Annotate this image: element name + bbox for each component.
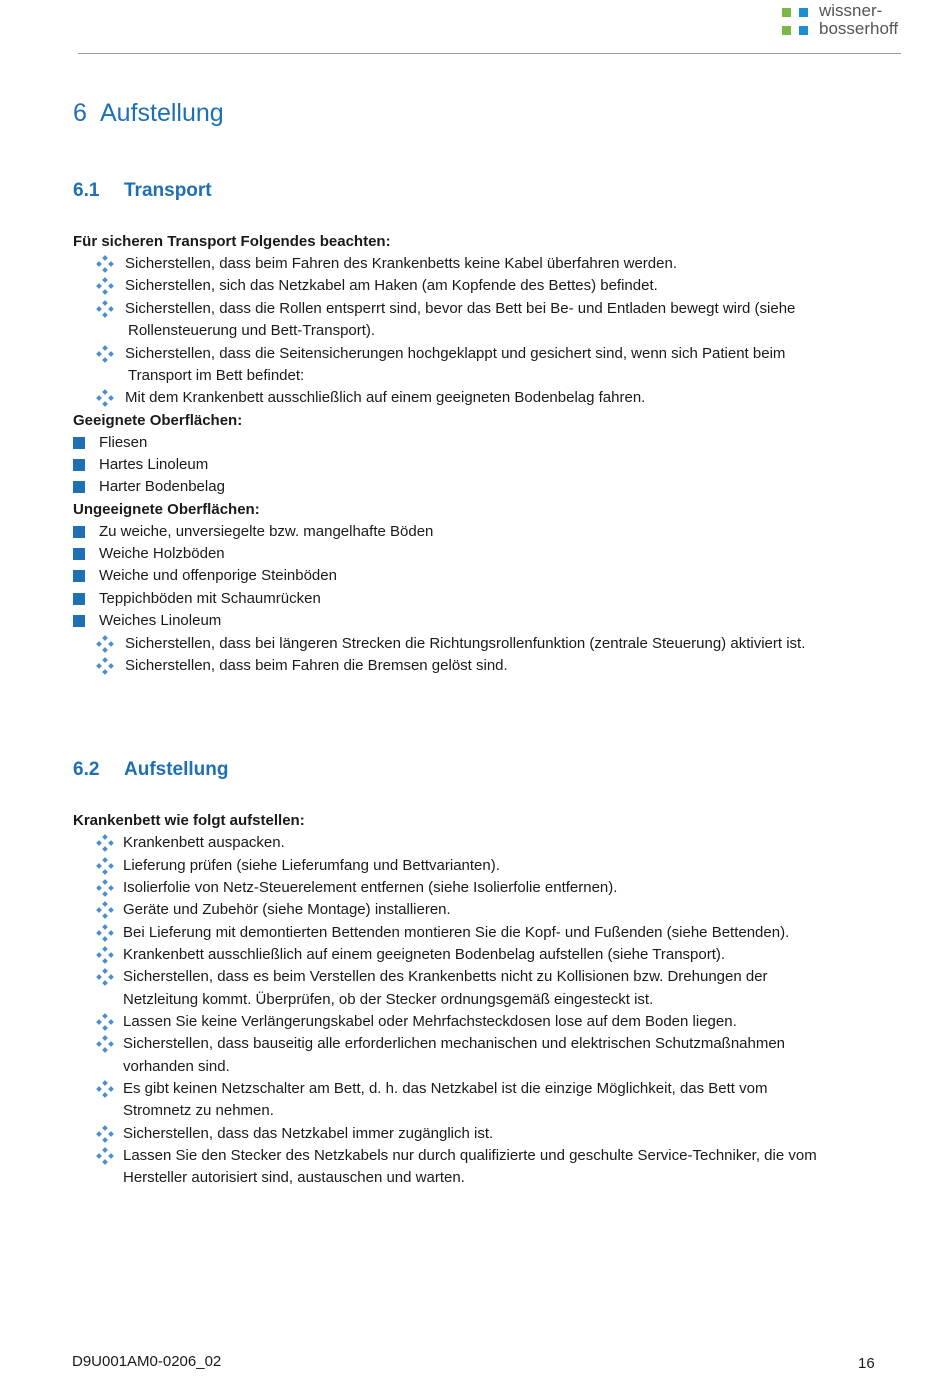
diamond-bullet-icon xyxy=(97,256,113,272)
setup-step-item: Bei Lieferung mit demontierten Bettenden montieren Sie die Kopf- und Fußenden (siehe Bettenden). xyxy=(123,924,790,941)
diamond-bullet-icon xyxy=(97,346,113,362)
check-item-continuation: Transport im Bett befindet: xyxy=(128,367,305,384)
diamond-bullet-icon xyxy=(97,947,113,963)
square-bullet-icon xyxy=(73,548,85,560)
setup-step-item: Lieferung prüfen (siehe Lieferumfang und Bettvarianten). xyxy=(123,857,500,874)
company-logo xyxy=(782,2,922,42)
diamond-bullet-icon xyxy=(97,278,113,294)
check-item: Sicherstellen, dass beim Fahren die Bremsen gelöst sind. xyxy=(125,657,508,674)
section-heading-aufstellung xyxy=(73,758,229,782)
check-item: Sicherstellen, dass beim Fahren des Krankenbetts keine Kabel überfahren werden. xyxy=(125,255,677,272)
suitable-surface-item: Fliesen xyxy=(99,434,148,451)
check-item: Sicherstellen, sich das Netzkabel am Haken (am Kopfende des Bettes) befindet. xyxy=(125,277,658,294)
setup-step-continuation: Stromnetz zu nehmen. xyxy=(123,1102,274,1119)
setup-step-continuation: Hersteller autorisiert sind, austauschen und warten. xyxy=(123,1169,465,1186)
square-bullet-icon xyxy=(73,459,85,471)
diamond-bullet-icon xyxy=(97,1081,113,1097)
setup-step-item: Geräte und Zubehör (siehe Montage) installieren. xyxy=(123,901,451,918)
page-number: 16 xyxy=(858,1355,875,1372)
setup-step-item: Sicherstellen, dass das Netzkabel immer zugänglich ist. xyxy=(123,1125,494,1142)
setup-step-item: Lassen Sie den Stecker des Netzkabels nur durch qualifizierte und geschulte Service-Techniker, die vom xyxy=(123,1147,817,1164)
square-bullet-icon xyxy=(73,615,85,627)
header-divider xyxy=(78,53,901,54)
setup-step-item: Isolierfolie von Netz-Steuerelement entfernen (siehe Isolierfolie entfernen). xyxy=(123,879,618,896)
section-number: 6.1 xyxy=(73,180,100,201)
diamond-bullet-icon xyxy=(97,1014,113,1030)
unsuitable-surface-item: Weiche und offenporige Steinböden xyxy=(99,567,337,584)
unsuitable-surface-item: Teppichböden mit Schaumrücken xyxy=(99,590,321,607)
chapter-title-text: Aufstellung xyxy=(100,99,224,127)
section-number: 6.2 xyxy=(73,759,100,780)
check-item-continuation: Rollensteuerung und Bett-Transport). xyxy=(128,322,376,339)
diamond-bullet-icon xyxy=(97,835,113,851)
check-item: Mit dem Krankenbett ausschließlich auf einem geeigneten Bodenbelag fahren. xyxy=(125,389,646,406)
suitable-surface-item: Harter Bodenbelag xyxy=(99,478,225,495)
logo-square xyxy=(799,8,808,17)
logo-square xyxy=(782,26,791,35)
setup-step-continuation: vorhanden sind. xyxy=(123,1058,230,1075)
diamond-bullet-icon xyxy=(97,858,113,874)
diamond-bullet-icon xyxy=(97,902,113,918)
suitable-heading: Geeignete Oberflächen: xyxy=(73,412,243,429)
unsuitable-surface-item: Weiches Linoleum xyxy=(99,612,222,629)
square-bullet-icon xyxy=(73,481,85,493)
diamond-bullet-icon xyxy=(97,925,113,941)
setup-step-item: Es gibt keinen Netzschalter am Bett, d. h. das Netzkabel ist die einzige Möglichkeit, das Bett vom xyxy=(123,1080,768,1097)
square-bullet-icon xyxy=(73,570,85,582)
suitable-surface-item: Hartes Linoleum xyxy=(99,456,209,473)
square-bullet-icon xyxy=(73,437,85,449)
unsuitable-surface-item: Zu weiche, unversiegelte bzw. mangelhafte Böden xyxy=(99,523,434,540)
square-bullet-icon xyxy=(73,526,85,538)
diamond-bullet-icon xyxy=(97,1126,113,1142)
setup-step-item: Krankenbett auspacken. xyxy=(123,834,285,851)
chapter-number: 6 xyxy=(73,99,87,127)
diamond-bullet-icon xyxy=(97,880,113,896)
setup-step-continuation: Netzleitung kommt. Überprüfen, ob der Stecker ordnungsgemäß eingesteckt ist. xyxy=(123,991,654,1008)
chapter-title xyxy=(73,97,224,129)
setup-step-item: Sicherstellen, dass es beim Verstellen des Krankenbetts nicht zu Kollisionen bzw. Drehungen der xyxy=(123,968,768,985)
diamond-bullet-icon xyxy=(97,1148,113,1164)
logo-square xyxy=(799,26,808,35)
diamond-bullet-icon xyxy=(97,301,113,317)
transport-intro: Für sicheren Transport Folgendes beachten: xyxy=(73,233,391,250)
unsuitable-surface-item: Weiche Holzböden xyxy=(99,545,225,562)
setup-step-item: Krankenbett ausschließlich auf einem geeigneten Bodenbelag aufstellen (siehe Transport). xyxy=(123,946,726,963)
setup-step-item: Sicherstellen, dass bauseitig alle erforderlichen mechanischen und elektrischen Schutzmaßnahmen xyxy=(123,1035,786,1052)
section-heading-transport xyxy=(73,179,212,203)
diamond-bullet-icon xyxy=(97,390,113,406)
aufstellung-intro: Krankenbett wie folgt aufstellen: xyxy=(73,812,305,829)
diamond-bullet-icon xyxy=(97,658,113,674)
logo-text-line2: bosserhoff xyxy=(819,19,899,38)
section-title: Transport xyxy=(124,180,212,201)
logo-text-line1: wissner- xyxy=(819,1,883,20)
check-item: Sicherstellen, dass die Rollen entsperrt sind, bevor das Bett bei Be- und Entladen bewegt wird (siehe xyxy=(125,300,796,317)
section-title: Aufstellung xyxy=(124,759,229,780)
check-item: Sicherstellen, dass bei längeren Strecken die Richtungsrollenfunktion (zentrale Steuerung) aktiviert ist. xyxy=(125,635,806,652)
diamond-bullet-icon xyxy=(97,1036,113,1052)
diamond-bullet-icon xyxy=(97,636,113,652)
logo-square xyxy=(782,8,791,17)
setup-step-item: Lassen Sie keine Verlängerungskabel oder Mehrfachsteckdosen lose auf dem Boden liegen. xyxy=(123,1013,737,1030)
unsuitable-heading: Ungeeignete Oberflächen: xyxy=(73,501,260,518)
check-item: Sicherstellen, dass die Seitensicherungen hochgeklappt und gesichert sind, wenn sich Patient beim xyxy=(125,345,786,362)
square-bullet-icon xyxy=(73,593,85,605)
diamond-bullet-icon xyxy=(97,969,113,985)
document-id: D9U001AM0-0206_02 xyxy=(72,1353,222,1370)
